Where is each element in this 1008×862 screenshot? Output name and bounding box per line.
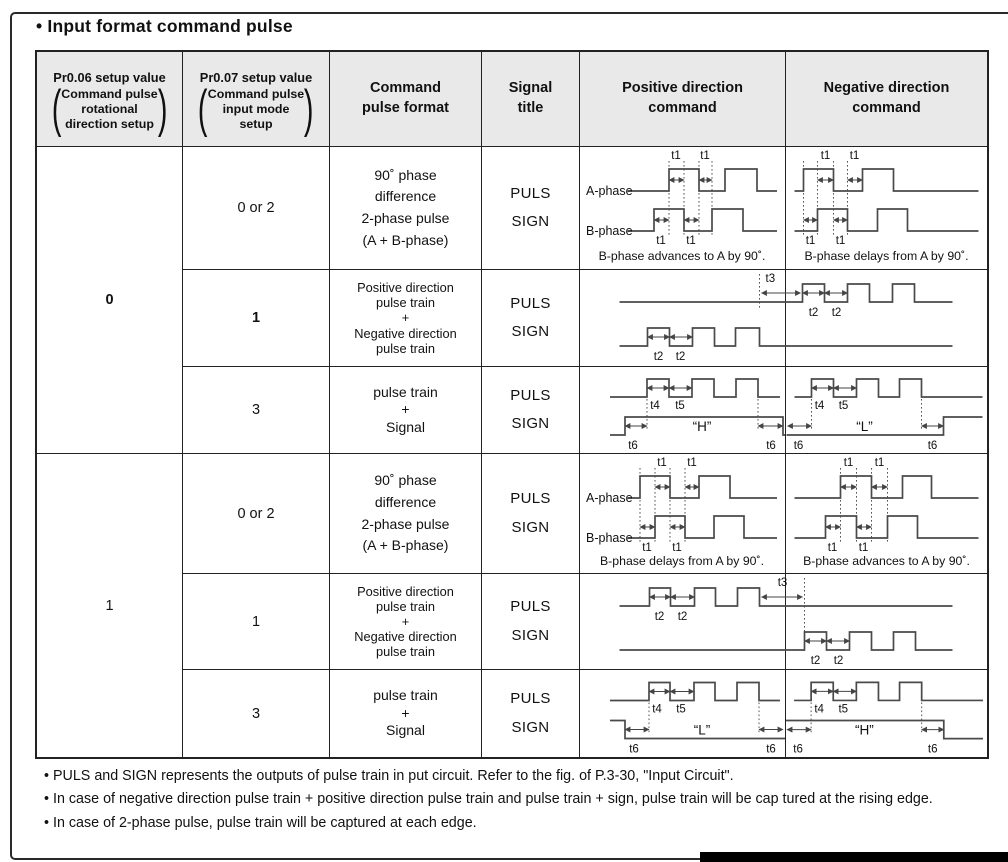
guide-lines	[804, 161, 848, 237]
signal-title-cell	[482, 147, 580, 270]
wave-b0-ps-positive	[580, 367, 786, 454]
title-text: Input format command pulse	[47, 16, 293, 36]
t2-label: t2	[654, 611, 665, 623]
header-negative-command: Negative direction command	[786, 52, 987, 147]
t5-label: t5	[838, 703, 849, 716]
signal-title-cell	[482, 454, 580, 574]
t1-arrows	[654, 180, 712, 220]
t1-label: t1	[687, 457, 697, 469]
t1-label: t1	[686, 235, 696, 247]
guide-lines	[841, 468, 888, 544]
format-pulse-sign: pulse train + Signal	[330, 367, 482, 454]
t1-label: t1	[656, 235, 666, 247]
t6-label: t6	[793, 440, 804, 452]
t1-label: t1	[642, 542, 652, 554]
t1-label: t1	[835, 235, 846, 247]
a-phase-label: A-phase	[586, 184, 633, 198]
t2-label: t2	[653, 351, 664, 363]
header-pr006	[37, 52, 183, 147]
wave-b0-dual	[580, 270, 987, 367]
t2-label: t2	[677, 611, 688, 623]
sign-label: SIGN	[511, 626, 550, 644]
puls-label: PULS	[510, 184, 551, 202]
caption: B-phase advances to A by 90˚.	[598, 249, 766, 263]
header-pr007-sub1: Command pulse	[207, 87, 305, 102]
caption: B-phase delays from A by 90˚.	[804, 249, 969, 263]
t1-label: t1	[657, 457, 667, 469]
header-pr007-sub3: setup	[239, 117, 273, 132]
puls-label: PULS	[510, 386, 551, 404]
wave-b0-quad-negative	[786, 147, 987, 270]
pr007-value-0or2: 0 or 2	[183, 454, 330, 574]
puls-label: PULS	[510, 598, 551, 615]
b-phase-trace	[628, 209, 777, 231]
header-pulse-format: Command pulse format	[330, 52, 482, 147]
wave-b1-quad-negative	[786, 454, 987, 574]
t6-label: t6	[766, 440, 776, 452]
wave-b1-dual	[580, 574, 987, 670]
t6-label: t6	[927, 743, 938, 756]
guide-lines	[640, 468, 685, 544]
header-pr006-sub2: rotational	[81, 102, 138, 117]
t5-label: t5	[675, 400, 685, 412]
page-title	[36, 16, 293, 37]
t4-label: t4	[652, 703, 662, 716]
waveform-ps-negative-H	[786, 670, 987, 757]
waveform-ps-negative-L	[786, 367, 987, 453]
footnotes	[44, 766, 990, 836]
sign-level-label: “H”	[692, 419, 712, 434]
signal-title-cell	[482, 574, 580, 670]
sign-level-label: “H”	[854, 722, 874, 738]
t5-label: t5	[676, 703, 686, 716]
t4-label: t4	[814, 400, 825, 412]
b-phase-trace	[795, 209, 979, 231]
pr007-value-1: 1	[183, 270, 330, 367]
t6-label: t6	[629, 743, 639, 756]
command-pulse-table	[35, 50, 989, 759]
signal-title-cell	[482, 367, 580, 454]
t2-label: t2	[833, 655, 844, 667]
t2-label: t2	[808, 307, 819, 319]
sign-trace	[787, 417, 983, 435]
sign-label: SIGN	[511, 213, 550, 230]
wave-b0-ps-negative	[786, 367, 987, 454]
format-quadrature: 90˚ phase difference 2-phase pulse (A + B-phase)	[330, 454, 482, 574]
note-1: • PULS and SIGN represents the outputs of pulse train in put circuit. Refer to the fig. of P.3-30, "Input Circuit".	[44, 768, 734, 784]
t2-label: t2	[810, 655, 821, 667]
waveform-dual-b1	[580, 574, 987, 669]
note-2: • In case of negative direction pulse train + positive direction pulse train and pulse train + sign, pulse train will be cap tured at the rising edge.	[44, 791, 933, 808]
sign-label: SIGN	[511, 518, 550, 536]
close-paren: )	[157, 80, 168, 139]
puls-label: PULS	[510, 690, 551, 707]
t4-label: t4	[814, 703, 824, 716]
caption: B-phase advances to A by 90˚.	[803, 554, 970, 568]
t4-label: t4	[650, 400, 660, 412]
t1-label: t1	[672, 542, 682, 554]
close-paren: )	[304, 80, 314, 139]
t1-label: t1	[671, 150, 681, 162]
t1-label: t1	[843, 457, 854, 469]
signal-title-cell	[482, 670, 580, 757]
sign-level-label: “L”	[856, 419, 873, 434]
waveform-quadrature-positive	[580, 454, 785, 573]
open-paren: (	[51, 80, 62, 139]
sign-label: SIGN	[511, 415, 550, 432]
waveform-dual-b0	[580, 270, 987, 366]
t1-label: t1	[820, 150, 831, 162]
wave-b1-ps-negative	[786, 670, 987, 757]
t1-label: t1	[849, 150, 860, 162]
pr006-value-0: 0	[37, 147, 183, 454]
sign-label: SIGN	[511, 323, 550, 340]
t6-label: t6	[766, 743, 776, 756]
sign-trace	[786, 721, 983, 739]
header-signal-title: Signal title	[482, 52, 580, 147]
wave-b1-ps-positive	[580, 670, 786, 757]
t1-label: t1	[874, 457, 885, 469]
t1-label: t1	[858, 542, 869, 554]
header-pr006-sub3: direction setup	[65, 117, 154, 132]
t5-label: t5	[838, 400, 849, 412]
title-bullet: •	[36, 16, 43, 36]
pr007-value-1: 1	[183, 574, 330, 670]
puls-label: PULS	[510, 490, 551, 507]
waveform-ps-positive-L	[580, 670, 785, 757]
header-positive-command: Positive direction command	[580, 52, 786, 147]
pr006-value-1: 1	[37, 454, 183, 757]
t2-label: t2	[675, 351, 686, 363]
format-dual-pulse: Positive direction pulse train + Negative direction pulse train	[330, 574, 482, 670]
format-dual-pulse: Positive direction pulse train + Negative direction pulse train	[330, 270, 482, 367]
sign-trace	[620, 632, 953, 650]
t3-label: t3	[765, 273, 776, 285]
puls-trace	[610, 379, 780, 397]
header-pr007	[183, 52, 330, 147]
caption: B-phase delays from A by 90˚.	[599, 554, 765, 568]
a-phase-label: A-phase	[586, 491, 633, 505]
guide-lines	[669, 161, 712, 237]
pr007-value-3: 3	[183, 367, 330, 454]
note-3: • In case of 2-phase pulse, pulse train will be captured at each edge.	[44, 814, 477, 831]
sign-label: SIGN	[511, 718, 550, 736]
wave-b1-quad-positive	[580, 454, 786, 574]
format-pulse-sign: pulse train + Signal	[330, 670, 482, 757]
t6-label: t6	[793, 743, 803, 756]
t1-label: t1	[700, 150, 710, 162]
signal-title-cell	[482, 270, 580, 367]
b-phase-trace	[795, 516, 979, 538]
header-pr006-sub1: Command pulse	[61, 87, 158, 102]
waveform-ps-positive-H	[580, 367, 785, 453]
puls-label: PULS	[510, 294, 551, 312]
t2-label: t2	[831, 307, 842, 319]
a-phase-trace	[628, 476, 777, 498]
waveform-quadrature-negative	[786, 454, 987, 573]
t1-label: t1	[827, 542, 838, 554]
pr007-value-3: 3	[183, 670, 330, 757]
waveform-quadrature-negative	[786, 147, 987, 269]
puls-trace	[610, 683, 780, 701]
sign-level-label: “L”	[693, 722, 711, 738]
page-bottom-bar	[700, 852, 1008, 862]
open-paren: (	[198, 80, 208, 139]
b-phase-label: B-phase	[586, 224, 633, 238]
b-phase-label: B-phase	[586, 531, 633, 545]
t1-label: t1	[805, 235, 816, 247]
header-pr006-title: Pr0.06 setup value	[53, 69, 166, 85]
header-pr007-sub2: input mode	[222, 102, 290, 117]
t6-label: t6	[628, 440, 638, 452]
t6-label: t6	[927, 440, 938, 452]
waveform-quadrature-positive	[580, 147, 785, 269]
format-quadrature: 90˚ phase difference 2-phase pulse (A + B-phase)	[330, 147, 482, 270]
wave-b0-quad-positive	[580, 147, 786, 270]
pr007-value-0or2: 0 or 2	[183, 147, 330, 270]
header-pr007-title: Pr0.07 setup value	[199, 69, 313, 85]
t3-label: t3	[777, 577, 788, 589]
